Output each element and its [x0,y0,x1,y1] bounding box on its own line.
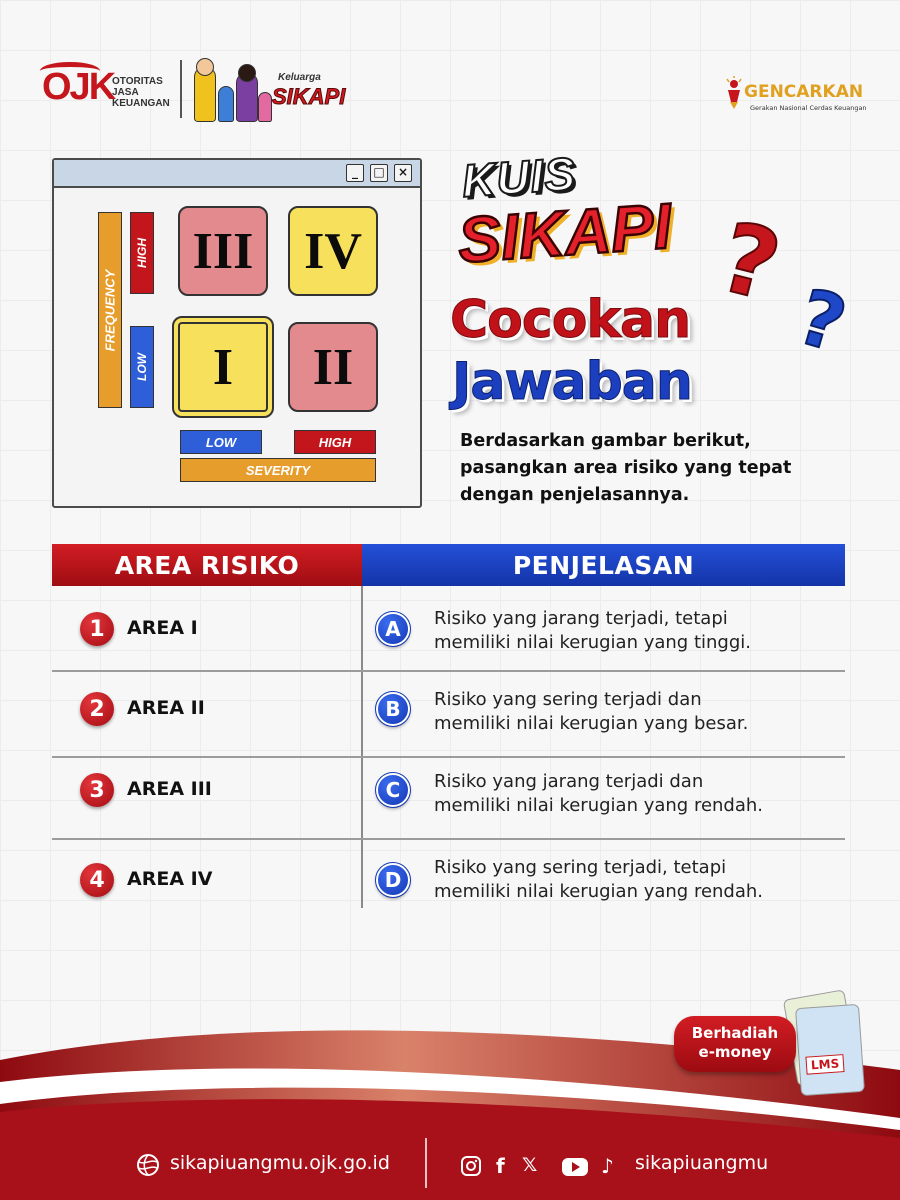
number-badge-1: 1 [80,612,114,646]
instructions-text: Berdasarkan gambar berikut, pasangkan area risiko yang tepat dengan penjelasannya. [460,431,792,505]
youtube-icon[interactable] [561,1157,589,1177]
number-badge-2: 2 [80,692,114,726]
keluarga-sikapi-logo: Keluarga SIKAPI [272,72,346,109]
quadrant-iv: IV [288,206,378,296]
row-divider [52,670,845,672]
question-mark-blue-icon: ? [788,271,856,370]
cocokan-heading: Cocokan [450,290,691,350]
severity-bar: SEVERITY [180,458,376,482]
globe-icon [136,1153,160,1177]
penjelasan-header: PENJELASAN [362,544,845,586]
gencarkan-figure-icon [726,76,742,110]
area-label-2: AREA II [127,697,205,719]
window-title-bar [54,160,420,188]
letter-badge-d: D [376,863,410,897]
prize-badge: Berhadiah e-money [674,1016,796,1072]
question-mark-red-icon: ? [709,200,791,324]
area-risiko-header: AREA RISIKO [52,544,362,586]
letter-badge-b: B [376,692,410,726]
website-link[interactable]: sikapiuangmu.ojk.go.id [170,1152,390,1174]
severity-low-bar: LOW [180,430,262,454]
area-label-1: AREA I [127,617,198,639]
letter-badge-c: C [376,773,410,807]
description-a: Risiko yang jarang terjadi, tetapi memiliki nilai kerugian yang tinggi. [434,608,751,653]
number-badge-4: 4 [80,863,114,897]
quadrant-i: I [172,316,274,418]
frequency-high-bar: HIGH [130,212,154,294]
severity-high-bar: HIGH [294,430,376,454]
sikapi-title: SIKAPI [455,189,674,277]
row-divider [52,838,845,840]
quadrant-ii: II [288,322,378,412]
description-d: Risiko yang sering terjadi, tetapi memiliki nilai kerugian yang rendah. [434,857,764,902]
emoney-card-label: LMS [805,1054,844,1075]
frequency-low-bar: LOW [130,326,154,408]
kuis-title: KUIS [460,147,578,207]
maximize-icon[interactable]: □ [370,164,388,182]
number-badge-3: 3 [80,773,114,807]
ojk-name: OTORITAS JASA KEUANGAN [112,76,170,109]
emoney-card-front [795,1004,865,1096]
risk-matrix-window [52,158,422,508]
column-divider [361,586,363,908]
area-label-4: AREA IV [127,868,213,890]
social-handle[interactable]: sikapiuangmu [635,1152,769,1174]
header-divider [180,60,182,118]
ojk-logo [42,62,182,112]
ojk-mark: OJK [42,66,115,108]
frequency-bar: FREQUENCY [98,212,122,408]
quadrant-iii: III [178,206,268,296]
jawaban-heading: Jawaban [452,352,692,412]
minimize-icon[interactable]: _ [346,164,364,182]
facebook-icon[interactable]: f [496,1154,505,1178]
row-divider [52,756,845,758]
description-b: Risiko yang sering terjadi dan memiliki nilai kerugian yang besar. [434,689,749,734]
x-icon[interactable]: 𝕏 [522,1154,538,1176]
instagram-icon[interactable] [460,1155,482,1177]
letter-badge-a: A [376,612,410,646]
gencarkan-logo: GENCARKAN Gerakan Nasional Cerdas Keuangan [722,70,872,122]
close-icon[interactable]: × [394,164,412,182]
tiktok-icon[interactable]: ♪ [601,1154,614,1178]
description-c: Risiko yang jarang terjadi dan memiliki nilai kerugian yang rendah. [434,771,764,816]
area-label-3: AREA III [127,778,212,800]
